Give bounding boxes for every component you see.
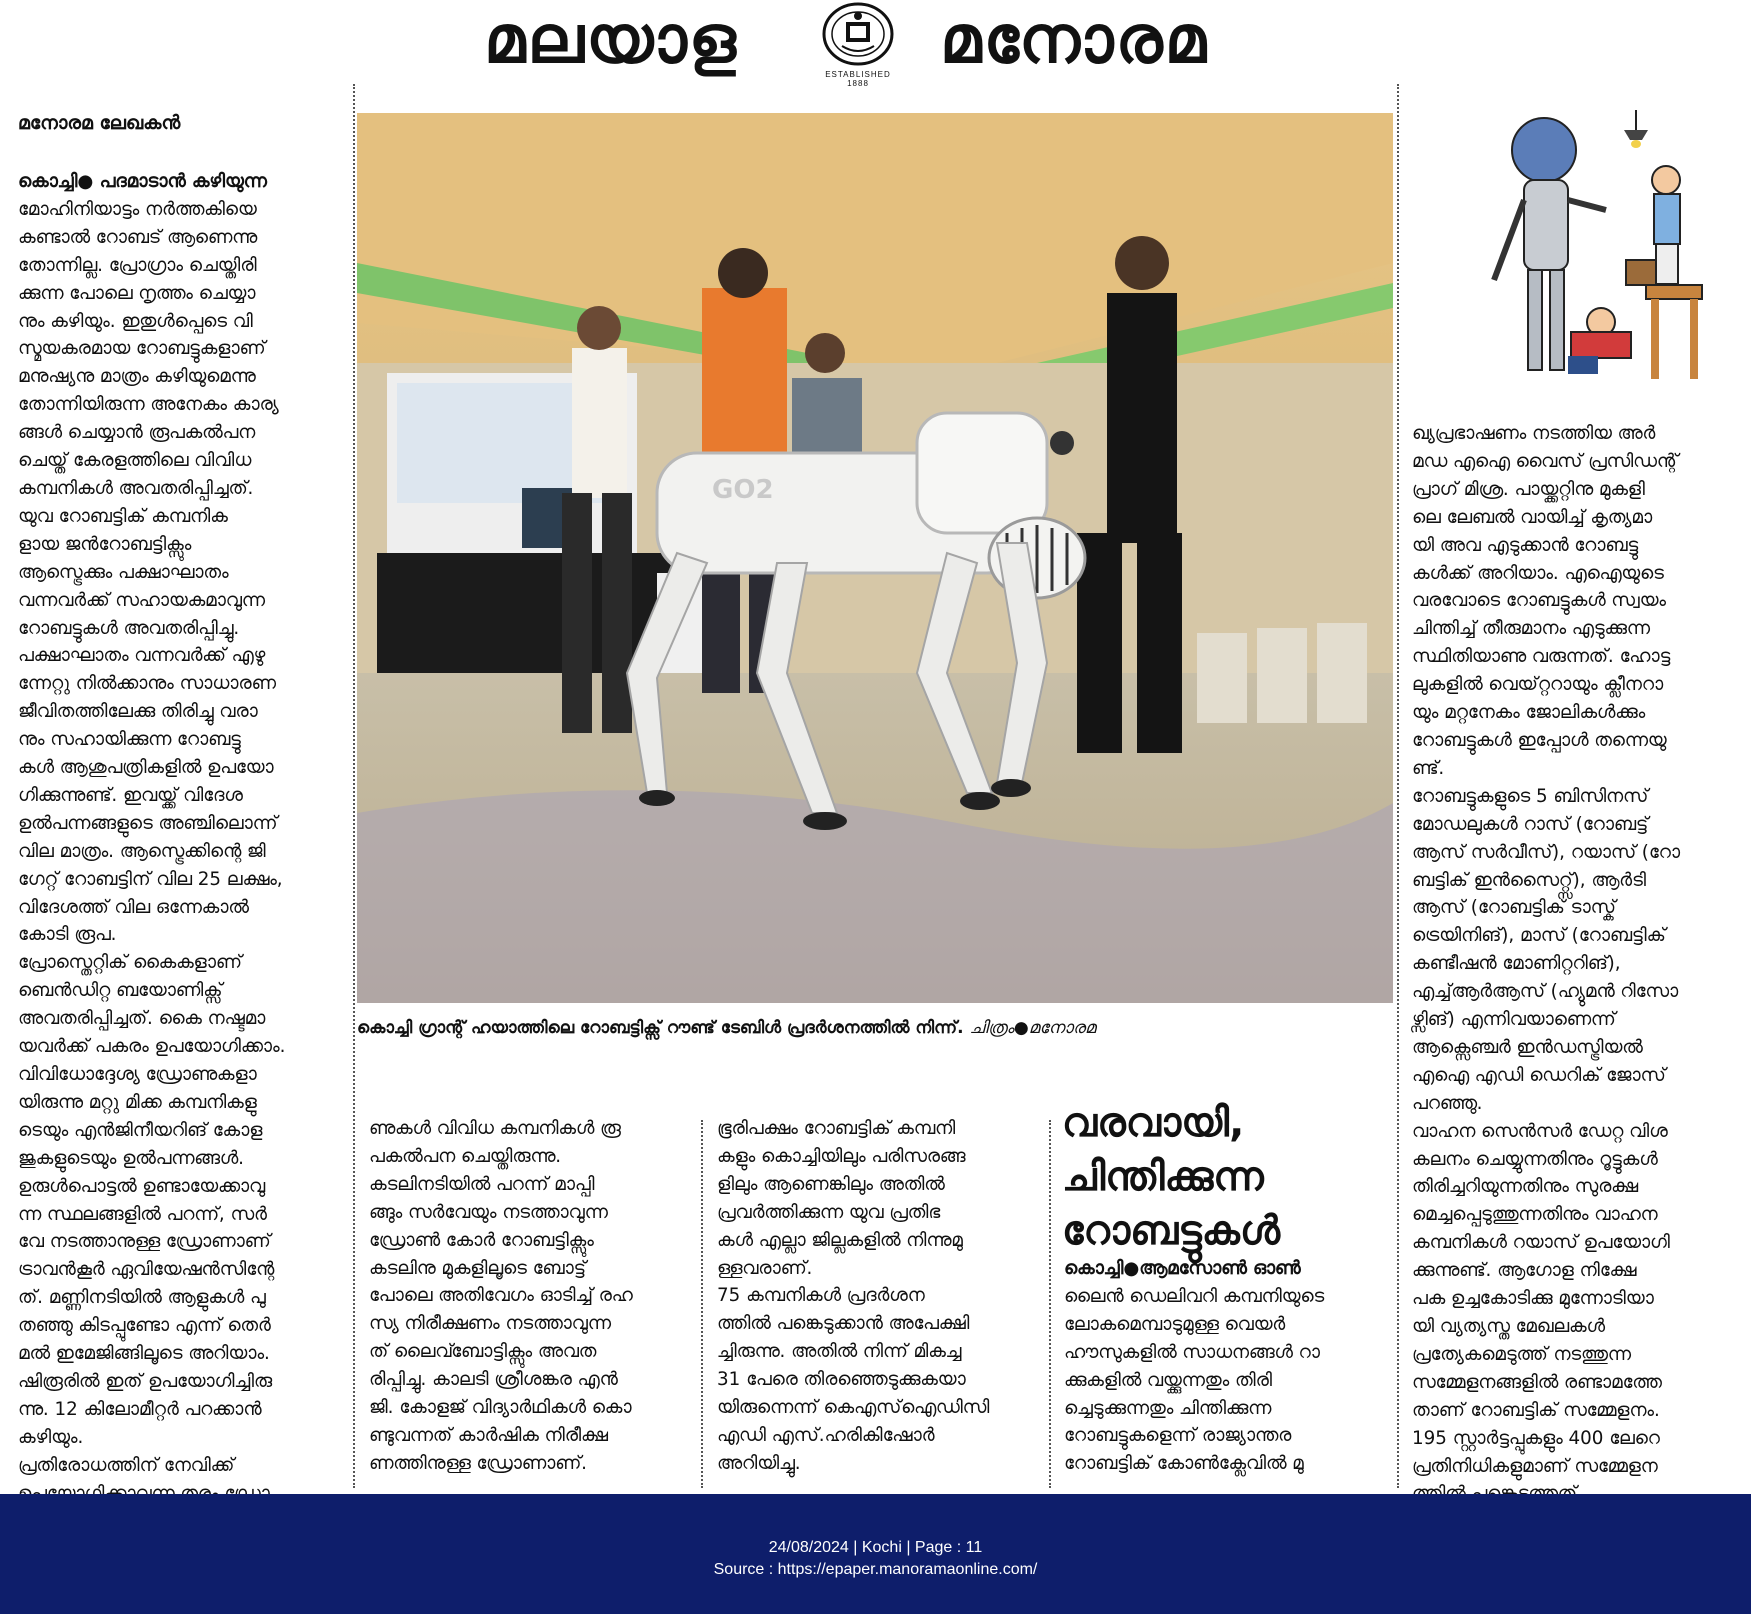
article-text-line: ലോകമെമ്പാടുമുള്ള വെയർ <box>1064 1313 1286 1335</box>
article-text-line: സമ്മേളനങ്ങളിൽ രണ്ടാമത്തേ <box>1412 1371 1662 1393</box>
headline-line: വരവായി, <box>1062 1100 1245 1146</box>
article-text-line: ങ്ങും സർവേയും നടത്താവുന്ന <box>369 1201 608 1223</box>
article-text-line: ക്കുന്നുണ്ട്. ആഗോള നിക്ഷേ <box>1412 1260 1637 1282</box>
article-text-line: വില മാത്രം. ആസ്ട്രെക്കിന്റെ ജി <box>18 840 266 862</box>
article-text-line: കണ്ടാൽ റോബട് ആണെന്നു <box>18 226 257 248</box>
article-text-line: ണ്ടുവന്നത് കാർഷിക നിരീക്ഷ <box>369 1424 608 1446</box>
article-text-line: ന്നു. 12 കിലോമീറ്റർ പറക്കാൻ <box>18 1398 262 1420</box>
article-column-5 <box>1412 420 1680 1508</box>
article-text-line: യിരുന്നു മറ്റു മിക്ക കമ്പനികളു <box>18 1091 257 1113</box>
footer-source-link[interactable]: Source : https://epaper.manoramaonline.com/ <box>713 1561 1038 1578</box>
article-text-line: ജി. കോളജ് വിദ്യാർഥികൾ കൊ <box>369 1397 632 1419</box>
article-column-2 <box>369 1115 633 1478</box>
article-text-line: ബട്ടിക് ഇൻസൈറ്റ്സ്), ആർടി <box>1412 869 1646 891</box>
article-text-line: പ്രതിരോധത്തിന് നേവിക്ക് <box>18 1454 235 1476</box>
article-text-line: ഗേറ്റ് റോബട്ടിന് വില 25 ലക്ഷം, <box>18 868 283 890</box>
article-text-line: റോബട്ടുകൾ അവതരിപ്പിച്ചു. <box>18 617 240 639</box>
article-text-line: ന്നേറ്റു നിൽക്കാനും സാധാരണ <box>18 673 276 695</box>
article-text-line: മോഡലുകൾ റാസ് (റോബട്ട് <box>1412 813 1649 835</box>
article-text-line: ട്രാവൻകൂർ ഏവിയേഷൻസിന്റേ <box>18 1259 275 1281</box>
article-text-line: എഡി എസ്.ഹരികിഷോർ <box>717 1424 935 1446</box>
article-text-line: എച്ച്ആർആസ് (ഹ്യുമൻ റിസോ <box>1412 981 1679 1003</box>
article-text-line: ഹൗസുകളിൽ സാധനങ്ങൾ റാ <box>1064 1341 1320 1363</box>
article-text-line: ട്രെയിനിങ്), മാസ് (റോബട്ടിക് <box>1412 925 1666 947</box>
headline-line: ചിന്തിക്കുന്ന <box>1062 1154 1264 1200</box>
article-text-line: ളിലും ആണെങ്കിലും അതിൽ <box>717 1173 945 1195</box>
article-text-line: ടെയും എൻജിനീയറിങ് കോള <box>18 1119 263 1141</box>
article-text-line: തോന്നില്ല. പ്രോഗ്രാം ചെയ്തിരി <box>18 254 257 276</box>
article-text-line: യും മറ്റനേകം ജോലികൾക്കും <box>1412 702 1646 724</box>
article-column-3 <box>717 1115 989 1478</box>
article-text-line: വിവിധോദ്ദേശ്യ ഡ്രോണുകളാ <box>18 1064 257 1085</box>
article-text-line: റോബട്ടുകളെന്ന് രാജ്യാന്തര <box>1064 1425 1292 1447</box>
headline-line: റോബട്ടുകൾ <box>1062 1208 1280 1254</box>
photo-caption <box>357 1018 1096 1038</box>
article-text-line: കടലിനടിയിൽ പറന്ന് മാപ്പി <box>369 1173 595 1195</box>
masthead-seal-text: ESTABLISHED 1888 <box>825 70 891 88</box>
article-text-line: സ്ഥിതിയാണു വരുന്നത്. ഹോട്ട <box>1412 646 1671 668</box>
article-text-line: തഞ്ഞു കിടപ്പുണ്ടോ എന്ന് തെർ <box>18 1315 271 1337</box>
article-text-line: വാഹന സെൻസർ ഡേറ്റ വിശ <box>1412 1120 1668 1142</box>
article-text-line: പ്രാഗ് മിശ്ര. പായ്ക്കറ്റിനു മുകളി <box>1412 478 1645 500</box>
article-text-line: വന്നവർക്ക് സഹായകമാവുന്ന <box>18 589 265 611</box>
article-text-line: ത് ലൈവ്ബോട്ടിക്സും അവത <box>369 1341 597 1363</box>
article-text-line: വിദേശത്ത് വില ഒന്നേകാൽ <box>18 896 249 918</box>
article-text-line: ങ്ങൾ ചെയ്യാൻ രൂപകൽപന <box>18 422 256 444</box>
masthead-title-right: മനോരമ <box>940 1 1209 78</box>
article-text-line: ഗിക്കുന്നുണ്ട്. ഇവയ്ക്ക് വിദേശ <box>18 784 243 806</box>
article-column-4 <box>1064 1255 1324 1478</box>
article-headline <box>1062 1096 1372 1258</box>
article-text-line: താണ് റോബട്ടിക് സമ്മേളനം. <box>1412 1399 1660 1421</box>
article-text-line: ച്ചെടുക്കുന്നതും ചിന്തിക്കുന്ന <box>1064 1397 1272 1419</box>
column-rule <box>1049 1120 1051 1488</box>
article-text-line: പക്ഷാഘാതം വന്നവർക്ക് എഴു <box>18 645 266 667</box>
article-text-line: വേ നടത്താനുള്ള ഡ്രോണാണ് <box>18 1231 271 1253</box>
article-text-line: 195 സ്റ്റാർട്ടപ്പുകളും 400 ലേറെ <box>1412 1427 1660 1449</box>
article-text-line: ലെ ലേബൽ വായിച്ച് കൃത്യമാ <box>1412 506 1653 528</box>
article-text-line: അവതരിപ്പിച്ചത്. കൈ നഷ്ടമാ <box>18 1008 266 1030</box>
article-text-line: ക്കുകളിൽ വയ്ക്കുന്നതും തിരി <box>1064 1369 1272 1391</box>
article-text-line: തിരിച്ചറിയുന്നതിനും സുരക്ഷ <box>1412 1176 1638 1198</box>
article-text-line: അറിയിച്ചു. <box>717 1452 801 1474</box>
article-text-line: കടലിനു മുകളിലൂടെ ബോട്ട് <box>369 1257 586 1279</box>
article-text-line: ണത്തിനുള്ള ഡ്രോണാണ്. <box>369 1452 587 1474</box>
article-column-1 <box>18 168 285 1508</box>
article-text-line: 75 കമ്പനികൾ പ്രദർശന <box>717 1285 925 1307</box>
epaper-footer <box>0 1494 1751 1614</box>
column-rule <box>701 1120 703 1488</box>
article-text-line: 31 പേരെ തിരഞ്ഞെടുക്കുകയാ <box>717 1369 966 1391</box>
article-text-line: മെച്ചപ്പെടുത്തുന്നതിനും വാഹന <box>1412 1204 1658 1226</box>
article-text-line: ഉരുൾപൊട്ടൽ ഉണ്ടായേക്കാവു <box>18 1175 266 1197</box>
article-text-line: പറഞ്ഞു. <box>1412 1092 1483 1114</box>
article-text-line: ക്കുന്ന പോലെ നൃത്തം ചെയ്യാ <box>18 282 256 304</box>
article-text-line: രിപ്പിച്ചു. കാലടി ശ്രീശങ്കര എൻ <box>369 1369 618 1391</box>
article-text-line: ലുകളിൽ വെയ്റ്ററായും ക്ലീനറാ <box>1412 674 1664 696</box>
article-text-line: ആസ് സർവീസ്), റയാസ് (റോ <box>1412 841 1680 863</box>
article-text-line: കഴിയും. <box>18 1426 84 1448</box>
masthead-title-left: മലയാള <box>484 1 738 78</box>
article-text-line: കൾക്ക് അറിയാം. എഐയുടെ <box>1412 562 1664 584</box>
article-text-line: ഉൽപന്നങ്ങളുടെ അഞ്ചിലൊന്ന് <box>18 812 278 834</box>
news-photo-robot-dog <box>357 113 1393 1003</box>
article-text-line: യി വ്യത്യസ്ത മേഖലകൾ <box>1412 1316 1605 1337</box>
article-text-line: കൊച്ചി●ആമസോൺ ഓൺ <box>1064 1258 1301 1279</box>
column-rule <box>353 84 355 1488</box>
article-text-line: ഖ്യപ്രഭാഷണം നടത്തിയ അർ <box>1412 423 1656 444</box>
article-text-line: യവർക്ക് പകരം ഉപയോഗിക്കാം. <box>18 1036 286 1058</box>
article-text-line: ബെൻഡിറ്റ ബയോണിക്സ് <box>18 980 223 1002</box>
article-text-line: കോടി രൂപ. <box>18 924 117 946</box>
article-text-line: റോബട്ടിക് കോൺക്ലേവിൽ മു <box>1064 1453 1304 1475</box>
article-text-line: ആക്സെഞ്ചർ ഇൻഡസ്ട്രിയൽ <box>1412 1036 1643 1058</box>
article-text-line: മഡ എഐ വൈസ് പ്രസിഡന്റ് <box>1412 450 1679 472</box>
article-text-line: എഐ എഡി ഡെറിക് ജോസ് <box>1412 1064 1666 1086</box>
article-text-line: കൾ ആശുപത്രികളിൽ ഉപയോ <box>18 757 274 779</box>
article-text-line: പക ഉച്ചകോടിക്കു മുന്നോടിയാ <box>1412 1288 1654 1310</box>
article-text-line: പോലെ അതിവേഗം ഓടിച്ച് രഹ <box>369 1285 633 1307</box>
article-text-line: ജുകളുടെയും ഉൽപന്നങ്ങൾ. <box>18 1147 244 1169</box>
robot-cartoon-illustration <box>1476 110 1716 392</box>
robot-dog-label: GO2 <box>712 475 774 505</box>
article-text-line: ഴ്സിങ്) എന്നിവയാണെന്ന് <box>1412 1009 1616 1031</box>
article-text-line: റോബട്ടുകളുടെ 5 ബിസിനസ് <box>1412 785 1649 807</box>
article-text-line: മൽ ഇമേജിങ്ങിലൂടെ അറിയാം. <box>18 1343 270 1365</box>
article-text-line: ച്ചിരുന്നു. അതിൽ നിന്ന് മികച്ച <box>717 1341 962 1363</box>
article-text-line: കലനം ചെയ്യുന്നതിനും റൂട്ടുകൾ <box>1412 1148 1658 1170</box>
article-text-line: പ്രതിനിധികളുമാണ് സമ്മേളന <box>1412 1455 1658 1477</box>
masthead-seal-logo <box>820 2 896 88</box>
article-text-line: ത്. മണ്ണിനടിയിൽ ആളുകൾ പു <box>18 1287 266 1309</box>
article-text-line: ചെയ്ത് കേരളത്തിലെ വിവിധ <box>18 450 252 472</box>
footer-date-edition-page: 24/08/2024 | Kochi | Page : 11 <box>768 1539 983 1556</box>
article-text-line: ണ്ട്. <box>1412 757 1445 779</box>
article-text-line: പ്രവർത്തിക്കുന്ന യുവ പ്രതിഭ <box>717 1201 941 1223</box>
photo-caption-text: കൊച്ചി ഗ്രാന്റ് ഹയാത്തിലെ റോബട്ടിക്സ് റൗണ്ട് ടേബിൾ പ്രദർശനത്തിൽ നിന്ന്. <box>357 1018 964 1038</box>
article-text-line: കണ്ടീഷൻ മോണിറ്ററിങ്), <box>1412 953 1621 975</box>
masthead <box>0 0 1751 88</box>
article-text-line: ഭൂരിപക്ഷം റോബട്ടിക് കമ്പനി <box>717 1118 956 1139</box>
article-text-line: പ്രോസ്തെറ്റിക് കൈകളാണ് <box>18 952 242 974</box>
article-text-line: യുവ റോബട്ടിക് കമ്പനിക <box>18 505 228 527</box>
article-text-line: യി അവ എടുക്കാൻ റോബട്ടു <box>1412 534 1639 556</box>
article-text-line: മോഹിനിയാട്ടം നർത്തകിയെ <box>18 198 257 220</box>
article-text-line: പകൽപന ചെയ്തിരുന്നു. <box>369 1145 562 1167</box>
column-rule <box>1397 84 1399 1488</box>
article-text-line: കൊച്ചി● പദമാടാൻ കഴിയുന്ന <box>18 171 267 192</box>
article-text-line: ണുകൾ വിവിധ കമ്പനികൾ രൂ <box>369 1118 621 1139</box>
article-text-line: ളായ ജൻറോബട്ടിക്സും <box>18 533 192 555</box>
article-text-line: നും കഴിയും. ഇതുൾപ്പെടെ വി <box>18 310 253 332</box>
article-byline: മനോരമ ലേഖകൻ <box>18 112 181 134</box>
article-text-line: ജീവിതത്തിലേക്കു തിരിച്ചു വരാ <box>18 701 258 723</box>
article-text-line: തോന്നിയിരുന്ന അനേകം കാര്യ <box>18 394 279 416</box>
article-text-line: സ്മയകരമായ റോബട്ടുകളാണ് <box>18 338 266 360</box>
article-text-line: റോബട്ടുകൾ ഇപ്പോൾ തന്നെയു <box>1412 729 1667 751</box>
article-text-line: പ്രത്യേകമെടുത്ത് നടത്തുന്ന <box>1412 1343 1631 1365</box>
article-text-line: ഡ്രോൺ കോർ റോബട്ടിക്സും <box>369 1229 594 1251</box>
article-text-line: കമ്പനികൾ അവതരിപ്പിച്ചത്. <box>18 477 254 499</box>
article-text-line: ഷിരൂരിൽ ഇത് ഉപയോഗിച്ചിരു <box>18 1370 272 1392</box>
article-text-line: ന്ന സ്ഥലങ്ങളിൽ പറന്ന്, സർ <box>18 1203 267 1225</box>
article-text-line: യിരുന്നെന്ന് കെഎസ്ഐഡിസി <box>717 1397 990 1419</box>
article-text-line: വരവോടെ റോബട്ടുകൾ സ്വയം <box>1412 590 1666 612</box>
photo-credit: ചിത്രം●മനോരമ <box>969 1018 1096 1038</box>
article-text-line: കൾ എല്ലാ ജില്ലകളിൽ നിന്നുമു <box>717 1229 963 1251</box>
article-text-line: ആസ് (റോബട്ടിക് ടാസ്ക് <box>1412 897 1616 919</box>
article-text-line: കളും കൊച്ചിയിലും പരിസരങ്ങ <box>717 1145 966 1167</box>
article-text-line: മനുഷ്യനു മാത്രം കഴിയുമെന്നു <box>18 366 256 388</box>
article-text-line: കമ്പനികൾ റയാസ് ഉപയോഗി <box>1412 1232 1670 1254</box>
article-text-line: ലൈൻ ഡെലിവറി കമ്പനിയുടെ <box>1064 1285 1325 1307</box>
article-text-line: ആസ്ട്രെക്കും പക്ഷാഘാതം <box>18 561 229 583</box>
article-text-line: ള്ളവരാണ്. <box>717 1257 813 1279</box>
article-text-line: ത്തിൽ പങ്കെടുക്കാൻ അപേക്ഷി <box>717 1313 970 1335</box>
article-text-line: നും സഹായിക്കുന്ന റോബട്ടു <box>18 729 241 751</box>
article-text-line: ചിന്തിച്ച് തീരുമാനം എടുക്കുന്ന <box>1412 618 1650 640</box>
article-text-line: സ്യ നിരീക്ഷണം നടത്താവുന്ന <box>369 1313 611 1335</box>
